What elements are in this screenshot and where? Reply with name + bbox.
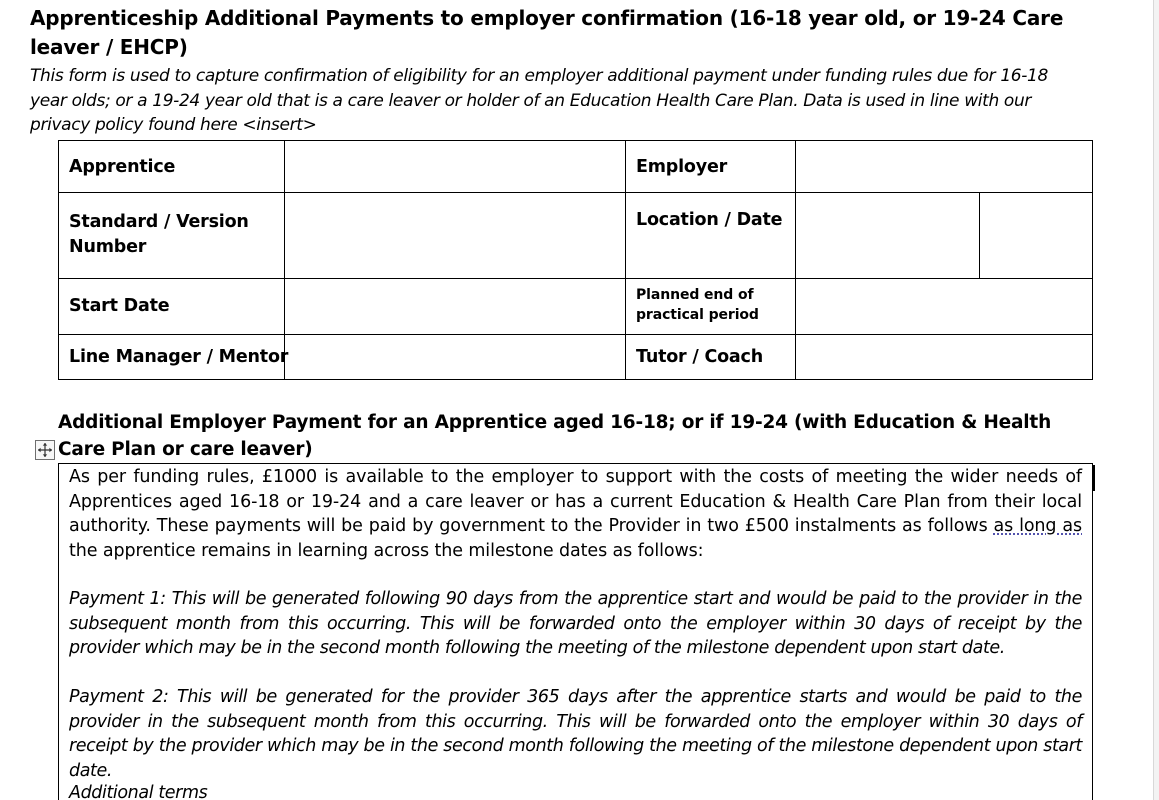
location-field[interactable] — [796, 193, 979, 278]
line-manager-field[interactable] — [285, 335, 625, 379]
standard-version-label: Standard / Version Number — [69, 212, 249, 257]
line-manager-label: Line Manager / Mentor — [69, 347, 289, 367]
form-intro: This form is used to capture confirmation of eligibility for an employer additional payment under funding rules due for 16-18 year olds; or a 19-24 year old that is a care leaver or holder of an Education Health Care Plan. Data is used in line with our privacy policy found here <insert> — [30, 66, 1048, 135]
apprentice-label: Apprentice — [69, 157, 176, 177]
additional-terms-heading: Additional terms — [69, 783, 208, 800]
location-date-label: Location / Date — [636, 210, 783, 230]
section-heading: Additional Employer Payment for an Apprentice aged 16-18; or if 19-24 (with Education & Health Care Plan or care leaver) — [58, 412, 1052, 460]
table-col-divider — [625, 141, 626, 379]
tutor-coach-field[interactable] — [796, 335, 1092, 379]
apprentice-info-table — [58, 140, 1093, 380]
employer-label: Employer — [636, 157, 728, 177]
standard-version-field[interactable] — [285, 193, 625, 278]
apprentice-field[interactable] — [285, 141, 625, 192]
text-cursor — [1093, 465, 1095, 491]
payment-2-paragraph: Payment 2: This will be generated for the provider 365 days after the apprentice starts and would be paid to the provider in the subsequent month from this occurring. This will be forwarded onto the employer within 30 days of receipt by the provider which may be in the second month following the meeting of the milestone dependent upon start date. — [69, 687, 1082, 781]
planned-end-field[interactable] — [796, 279, 1092, 334]
planned-end-label: Planned end of practical period — [636, 287, 759, 323]
form-title: Apprenticeship Additional Payments to employer confirmation (16-18 year old, or 19-24 Care leaver / EHCP) — [30, 6, 1064, 59]
flagged-phrase[interactable]: as long as — [993, 516, 1082, 536]
payment-1-paragraph: Payment 1: This will be generated following 90 days from the apprentice start and would be paid to the provider in the subsequent month from this occurring. This will be forwarded onto the employer within 30 days of receipt by the provider which may be in the second month following the meeting of the milestone dependent upon start date. — [69, 589, 1082, 658]
date-field[interactable] — [980, 193, 1092, 278]
page-edge — [1153, 0, 1154, 800]
tutor-coach-label: Tutor / Coach — [636, 347, 763, 367]
start-date-label: Start Date — [69, 296, 170, 316]
funding-rules-paragraph — [69, 465, 1082, 563]
start-date-field[interactable] — [285, 279, 625, 334]
funding-rules-text: As per funding rules, £1000 is available to the employer to support with the costs of meeting the wider needs of Apprentices aged 16-18 or 19-24 and a care leaver or has a current Education & Health Care Plan from their local authority. These payments will be paid by government to the Provider in two £500 instalments as follows — [69, 467, 1082, 536]
move-arrows-icon[interactable] — [35, 440, 55, 460]
employer-field[interactable] — [796, 141, 1092, 192]
funding-rules-text-end: the apprentice remains in learning across the milestone dates as follows: — [69, 540, 704, 561]
